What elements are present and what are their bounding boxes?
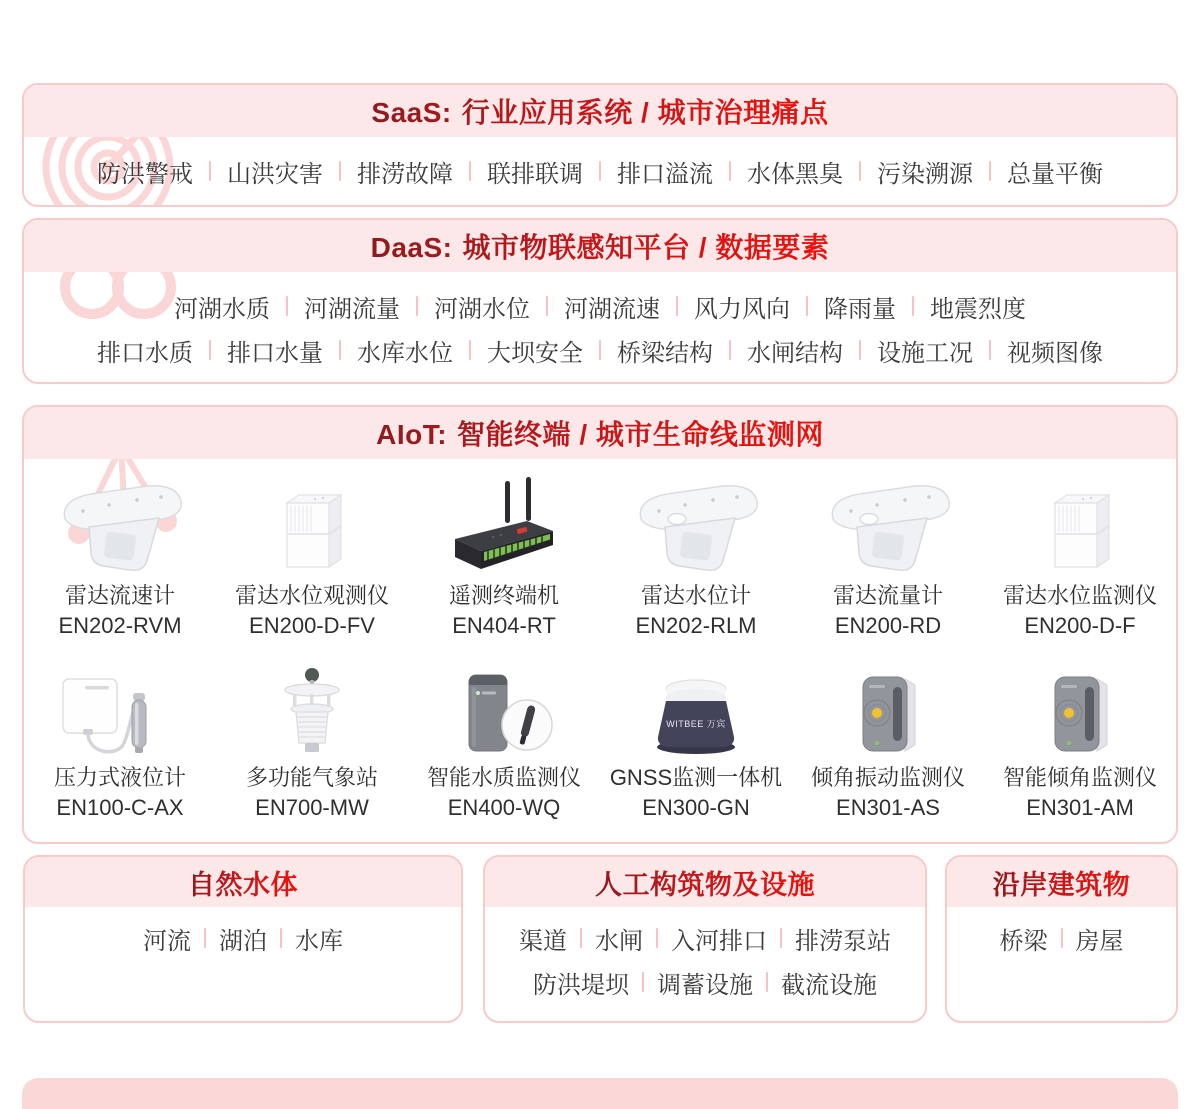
daas-item: 风力风向 — [694, 295, 790, 323]
smart-tilt-monitor-icon — [1005, 661, 1155, 763]
water-quality-monitor-icon — [429, 661, 579, 763]
device-card — [984, 471, 1176, 641]
device-model: EN200-D-FV — [249, 613, 375, 638]
natural-water-title: 自然水体 — [188, 863, 298, 902]
device-model: EN202-RLM — [635, 613, 757, 638]
divider — [729, 161, 731, 181]
device-card — [792, 661, 984, 823]
bottom-item: 房屋 — [1075, 927, 1124, 955]
divider — [416, 296, 418, 316]
device-card — [600, 661, 792, 823]
daas-item: 排口水量 — [227, 339, 323, 367]
telemetry-terminal-icon — [429, 471, 579, 581]
aiot-title-prefix: AIoT: — [376, 419, 448, 450]
bottom-item: 入河排口 — [671, 927, 767, 955]
saas-title-text: 行业应用系统 / 城市治理痛点 — [461, 97, 829, 128]
natural-water-band — [25, 857, 461, 907]
divider — [204, 928, 206, 948]
daas-item: 河湖水位 — [434, 295, 530, 323]
divider — [580, 928, 582, 948]
coastal-buildings-title: 沿岸建筑物 — [993, 863, 1131, 902]
panel-artificial-structures — [483, 855, 927, 1023]
artificial-structures-items-row-2 — [485, 960, 925, 1004]
natural-water-items — [25, 916, 461, 960]
bottom-item: 排涝泵站 — [795, 927, 891, 955]
daas-item: 降雨量 — [824, 295, 896, 323]
divider — [339, 340, 341, 360]
aiot-title-text: 智能终端 / 城市生命线监测网 — [457, 419, 824, 450]
divider — [1061, 928, 1063, 948]
device-model: EN100-C-AX — [56, 795, 184, 820]
device-card — [600, 471, 792, 641]
divider — [599, 161, 601, 181]
bottom-item: 桥梁 — [999, 927, 1048, 955]
daas-item: 排口水质 — [97, 339, 193, 367]
divider — [859, 340, 861, 360]
panel-daas — [22, 218, 1178, 384]
daas-item: 河湖流速 — [564, 295, 660, 323]
radar-velocity-meter-icon — [45, 471, 195, 581]
pressure-level-sensor-icon — [45, 661, 195, 763]
daas-item: 视频图像 — [1007, 339, 1103, 367]
device-card — [216, 471, 408, 641]
bottom-item: 河流 — [143, 927, 191, 955]
bottom-item: 调蓄设施 — [657, 971, 753, 999]
device-model: EN301-AM — [1026, 795, 1134, 820]
saas-title — [371, 91, 828, 131]
device-name: GNSS监测一体机 — [609, 765, 783, 790]
device-card — [408, 661, 600, 823]
device-model: EN400-WQ — [447, 795, 561, 820]
saas-item: 山洪灾害 — [227, 160, 323, 188]
coastal-buildings-band — [947, 857, 1176, 907]
aiot-title — [376, 413, 824, 453]
bottom-item: 渠道 — [519, 927, 567, 955]
device-card — [216, 661, 408, 823]
bottom-item: 防洪堤坝 — [533, 971, 629, 999]
panel-coastal-buildings — [945, 855, 1178, 1023]
saas-item: 水体黑臭 — [747, 160, 843, 188]
device-name: 压力式液位计 — [53, 765, 186, 790]
daas-title-text: 城市物联感知平台 / 数据要素 — [462, 232, 830, 263]
divider — [806, 296, 808, 316]
divider — [339, 161, 341, 181]
divider — [859, 161, 861, 181]
saas-item: 防洪警戒 — [97, 160, 193, 188]
radar-flow-meter-icon — [813, 471, 963, 581]
divider — [546, 296, 548, 316]
svg-text:WITBEE 万宾: WITBEE 万宾 — [666, 719, 726, 729]
device-card — [24, 661, 216, 823]
divider — [766, 972, 768, 992]
aiot-device-row-2 — [24, 661, 1176, 823]
device-model: EN300-GN — [642, 795, 750, 820]
divider — [729, 340, 731, 360]
daas-band — [24, 220, 1176, 272]
saas-item: 联排联调 — [487, 160, 583, 188]
device-card — [792, 471, 984, 641]
device-name: 雷达水位观测仪 — [234, 583, 389, 608]
panel-natural-water — [23, 855, 463, 1023]
divider — [599, 340, 601, 360]
device-model: EN404-RT — [452, 613, 556, 638]
saas-item: 污染溯源 — [877, 160, 973, 188]
saas-item: 排口溢流 — [617, 160, 713, 188]
saas-band — [24, 85, 1176, 137]
daas-item: 桥梁结构 — [617, 339, 713, 367]
bottom-strip — [22, 1078, 1178, 1109]
device-name: 雷达水位计 — [640, 583, 751, 608]
artificial-structures-title: 人工构筑物及设施 — [595, 863, 815, 902]
daas-item: 河湖水质 — [174, 295, 270, 323]
device-model: EN202-RVM — [58, 613, 182, 638]
divider — [286, 296, 288, 316]
daas-item: 地震烈度 — [930, 295, 1026, 323]
daas-item: 水闸结构 — [747, 339, 843, 367]
divider — [780, 928, 782, 948]
device-model: EN200-RD — [834, 613, 942, 638]
device-name: 倾角振动监测仪 — [810, 765, 965, 790]
divider — [989, 161, 991, 181]
divider — [469, 161, 471, 181]
tilt-vibration-monitor-icon — [813, 661, 963, 763]
bottom-item: 水库 — [295, 927, 343, 955]
daas-items-row-2 — [24, 328, 1176, 372]
saas-title-prefix: SaaS: — [371, 97, 452, 128]
divider — [209, 340, 211, 360]
device-model: EN301-AS — [836, 795, 940, 820]
weather-station-icon — [237, 661, 387, 763]
divider — [642, 972, 644, 992]
divider — [209, 161, 211, 181]
coastal-buildings-items — [947, 916, 1176, 960]
daas-item: 设施工况 — [877, 339, 973, 367]
daas-title-prefix: DaaS: — [370, 232, 453, 263]
saas-items-row — [24, 149, 1176, 193]
bottom-item: 截流设施 — [781, 971, 877, 999]
daas-item: 大坝安全 — [487, 339, 583, 367]
daas-items-row-1 — [24, 284, 1176, 328]
saas-item: 总量平衡 — [1007, 160, 1103, 188]
device-name: 遥测终端机 — [448, 583, 559, 608]
radar-level-monitor-icon — [1005, 471, 1155, 581]
panel-saas — [22, 83, 1178, 207]
divider — [989, 340, 991, 360]
divider — [280, 928, 282, 948]
device-name: 雷达流量计 — [832, 583, 943, 608]
device-card — [24, 471, 216, 641]
daas-item: 水库水位 — [357, 339, 453, 367]
daas-item: 河湖流量 — [304, 295, 400, 323]
device-card — [408, 471, 600, 641]
device-name: 智能倾角监测仪 — [1002, 765, 1157, 790]
device-model: EN200-D-F — [1024, 613, 1136, 638]
device-name: 雷达流速计 — [64, 583, 175, 608]
saas-item: 排涝故障 — [357, 160, 453, 188]
panel-aiot — [22, 405, 1178, 844]
divider — [469, 340, 471, 360]
artificial-structures-band — [485, 857, 925, 907]
radar-level-observer-icon — [237, 471, 387, 581]
daas-title — [371, 226, 830, 266]
radar-level-gauge-icon — [621, 471, 771, 581]
artificial-structures-items-row-1 — [485, 916, 925, 960]
divider — [912, 296, 914, 316]
device-model: EN700-MW — [255, 795, 369, 820]
bottom-item: 湖泊 — [219, 927, 267, 955]
aiot-band — [24, 407, 1176, 459]
device-name: 多功能气象站 — [245, 765, 378, 790]
bottom-item: 水闸 — [595, 927, 643, 955]
device-card — [984, 661, 1176, 823]
divider — [656, 928, 658, 948]
gnss-monitor-icon — [621, 661, 771, 763]
divider — [676, 296, 678, 316]
device-name: 智能水质监测仪 — [426, 765, 581, 790]
device-name: 雷达水位监测仪 — [1002, 583, 1157, 608]
aiot-device-row-1 — [24, 471, 1176, 641]
